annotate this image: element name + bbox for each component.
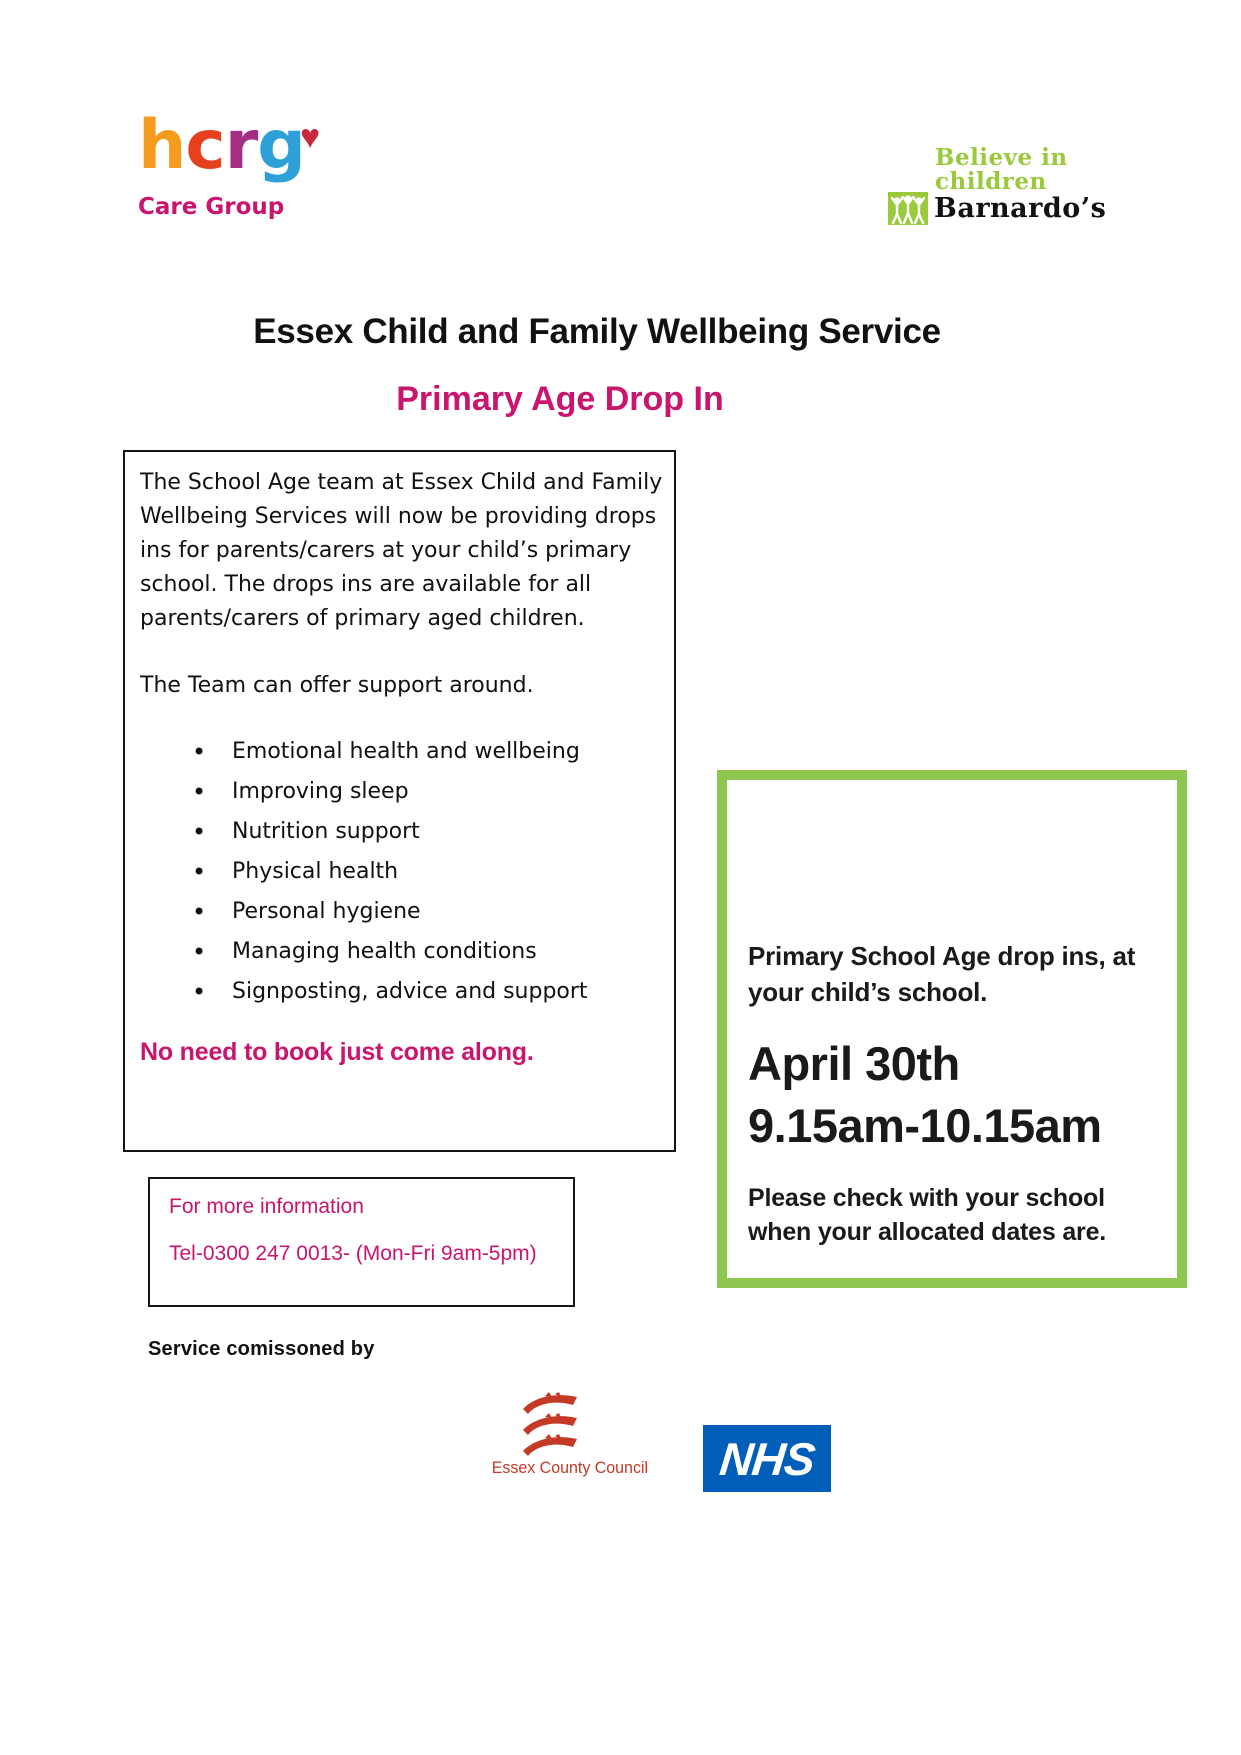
- essex-seax-icon: [520, 1392, 580, 1456]
- contact-box: [148, 1177, 575, 1307]
- essex-name: Essex County Council: [491, 1458, 649, 1477]
- support-intro: The Team can offer support around.: [140, 673, 534, 698]
- hcrg-letter-r: r: [224, 106, 258, 185]
- support-list-item: • Personal hygiene: [140, 895, 666, 929]
- support-list-item: • Nutrition support: [140, 815, 666, 849]
- support-list-item: • Emotional health and wellbeing: [140, 735, 666, 769]
- event-intro: Primary School Age drop ins, at your child’s school.: [748, 941, 1136, 1007]
- support-list-item: • Managing health conditions: [140, 935, 666, 969]
- barnardos-tagline: [935, 146, 1068, 194]
- hcrg-wordmark: [138, 106, 305, 185]
- barnardos-tagline-line1: Believe in: [935, 144, 1068, 171]
- nhs-logo: [703, 1425, 831, 1492]
- page-title: Essex Child and Family Wellbeing Service: [253, 312, 941, 351]
- event-note: Please check with your school when your allocated dates are.: [748, 1184, 1107, 1247]
- event-date: April 30th: [748, 1037, 960, 1090]
- barnardos-tagline-line2: children: [935, 168, 1047, 195]
- barnardos-name: Barnardo’s: [934, 193, 1107, 224]
- booking-highlight: No need to book just come along.: [140, 1038, 534, 1066]
- contact-phone: Tel-0300 247 0013- (Mon-Fri 9am-5pm): [169, 1242, 537, 1265]
- barnardos-people-icon: [888, 192, 928, 225]
- intro-paragraph: The School Age team at Essex Child and Family Wellbeing Services will now be providing drops ins for parents/carers at your child’s primary school. The drops ins are available for all parents/carers of primary aged children.: [140, 470, 663, 631]
- commissioned-label: Service comissoned by: [148, 1338, 375, 1360]
- nhs-wordmark: NHS: [717, 1432, 817, 1485]
- main-info-panel: [123, 450, 676, 1152]
- hcrg-letter-h: h: [138, 106, 186, 185]
- hcrg-tagline: Care Group: [138, 194, 285, 220]
- event-time: 9.15am-10.15am: [748, 1098, 1102, 1152]
- support-list-item: • Improving sleep: [140, 775, 666, 809]
- heart-icon: ♥: [300, 118, 321, 156]
- page-subtitle: Primary Age Drop In: [396, 380, 724, 418]
- event-panel: [717, 770, 1187, 1288]
- hcrg-letter-g: g: [257, 106, 305, 185]
- support-list-item: • Signposting, advice and support: [140, 975, 666, 1009]
- support-list-item: • Physical health: [140, 855, 666, 889]
- hcrg-logo: [138, 106, 321, 220]
- essex-county-council-logo: [488, 1392, 649, 1478]
- contact-heading: For more information: [169, 1195, 364, 1218]
- hcrg-letter-c: c: [185, 106, 225, 185]
- support-list: [140, 735, 666, 1009]
